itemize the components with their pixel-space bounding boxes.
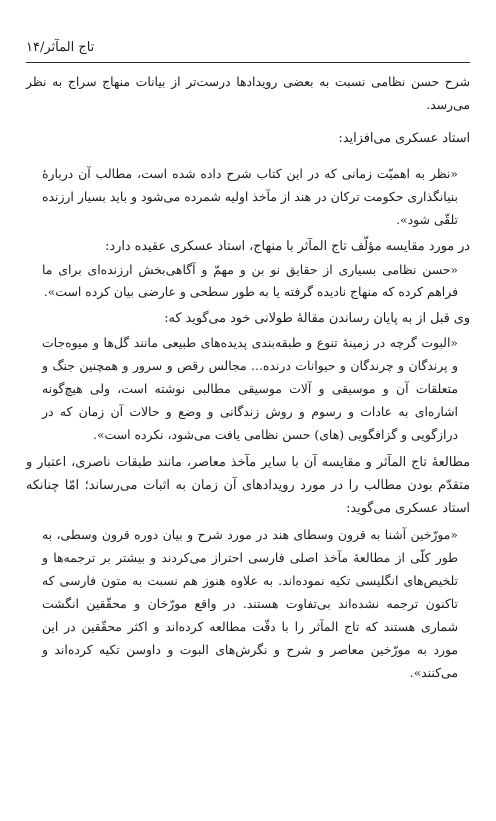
quote-historians: «مورّخین آشنا به قرون وسطای هند در مورد شرح و بیان دوره قرون وسطی، به طور کلّی از مطالعهٔ مآخذ اصلی فارسی احتراز می‌کردند و بیشتر بر ترجمه‌ها و تلخیص‌های انگلیسی تکیه نموده‌اند. به علاوه هنوز هم نسبت به متون فارسی که تاکنون ترجمه نشده‌اند بی‌تفاوت هستند. در واقع مورّخان و محقّقین انگشت شماری هستند که تاج المآثر را با دقّت مطالعه کرده‌اند و اکثر محقّقین در این مورد به مورّخین معاصر و شرح و نگرش‌های البوت و داوسن تکیه کرده‌اند و می‌کنند». <box>42 527 458 680</box>
quote-nizami-facts: «حسن نظامی بسیاری از حقایق نو بن و مهمّ و آگاهی‌بخش ارزنده‌ای برای ما فراهم کرده که منهاج نادیده گرفته یا به طور سطحی و عارضی بیان کرده است». <box>42 262 458 299</box>
paragraph-study: مطالعهٔ تاج المآثر و مقایسه آن با سایر مآخذ معاصر، مانند طبقات ناصری، اعتبار و متقدّم بودن مطالب را در مورد رویدادهای آن زمان به اثبات می‌رساند؛ امّا چنانکه استاد عسکری می‌گوید: <box>26 455 470 516</box>
running-title: تاج المآثر/۱۴ <box>26 40 95 55</box>
paragraph-askari-adds: استاد عسکری می‌افزاید: <box>338 131 470 146</box>
header-rule <box>26 62 470 63</box>
quote-importance: «نظر به اهمیّت زمانی که در این کتاب شرح داده شده است، مطالب آن دربارهٔ بنیانگذاری حکومت ترکان در هند از مآخذ اولیه شمرده می‌شود و باید بسیار ارزنده تلقّی شود». <box>42 166 458 227</box>
page-header <box>26 40 470 55</box>
paragraph-comparison: در مورد مقایسه مؤلّف تاج المآثر با منهاج، استاد عسکری عقیده دارد: <box>105 239 470 254</box>
paragraph-before-ending: وی قبل از به پایان رساندن مقالهٔ طولانی خود می‌گوید که: <box>164 311 470 326</box>
quote-elliot: «البوت گرچه در زمینهٔ تنوع و طبقه‌بندی پدیده‌های طبیعی مانند گل‌ها و میوه‌جات و پرندگان و چرندگان و حیوانات درنده... مجالس رقص و سرور و همچنین جنگ و متعلقات آن و موسیقی و آلات موسیقی مطالبی نوشته است، ولی هیچ‌گونه اشاره‌ای به عادات و رسوم و روش زندگانی و وضع و حالات آن زمان که در درازگویی و گزافگویی (های) حسن نظامی یافت می‌شود، نکرده است». <box>42 335 458 442</box>
paragraph-intro: شرح حسن نظامی نسبت به بعضی رویدادها درست‌تر از بیانات منهاج سراج به نظر می‌رسد. <box>26 74 470 112</box>
page-body <box>26 70 470 684</box>
